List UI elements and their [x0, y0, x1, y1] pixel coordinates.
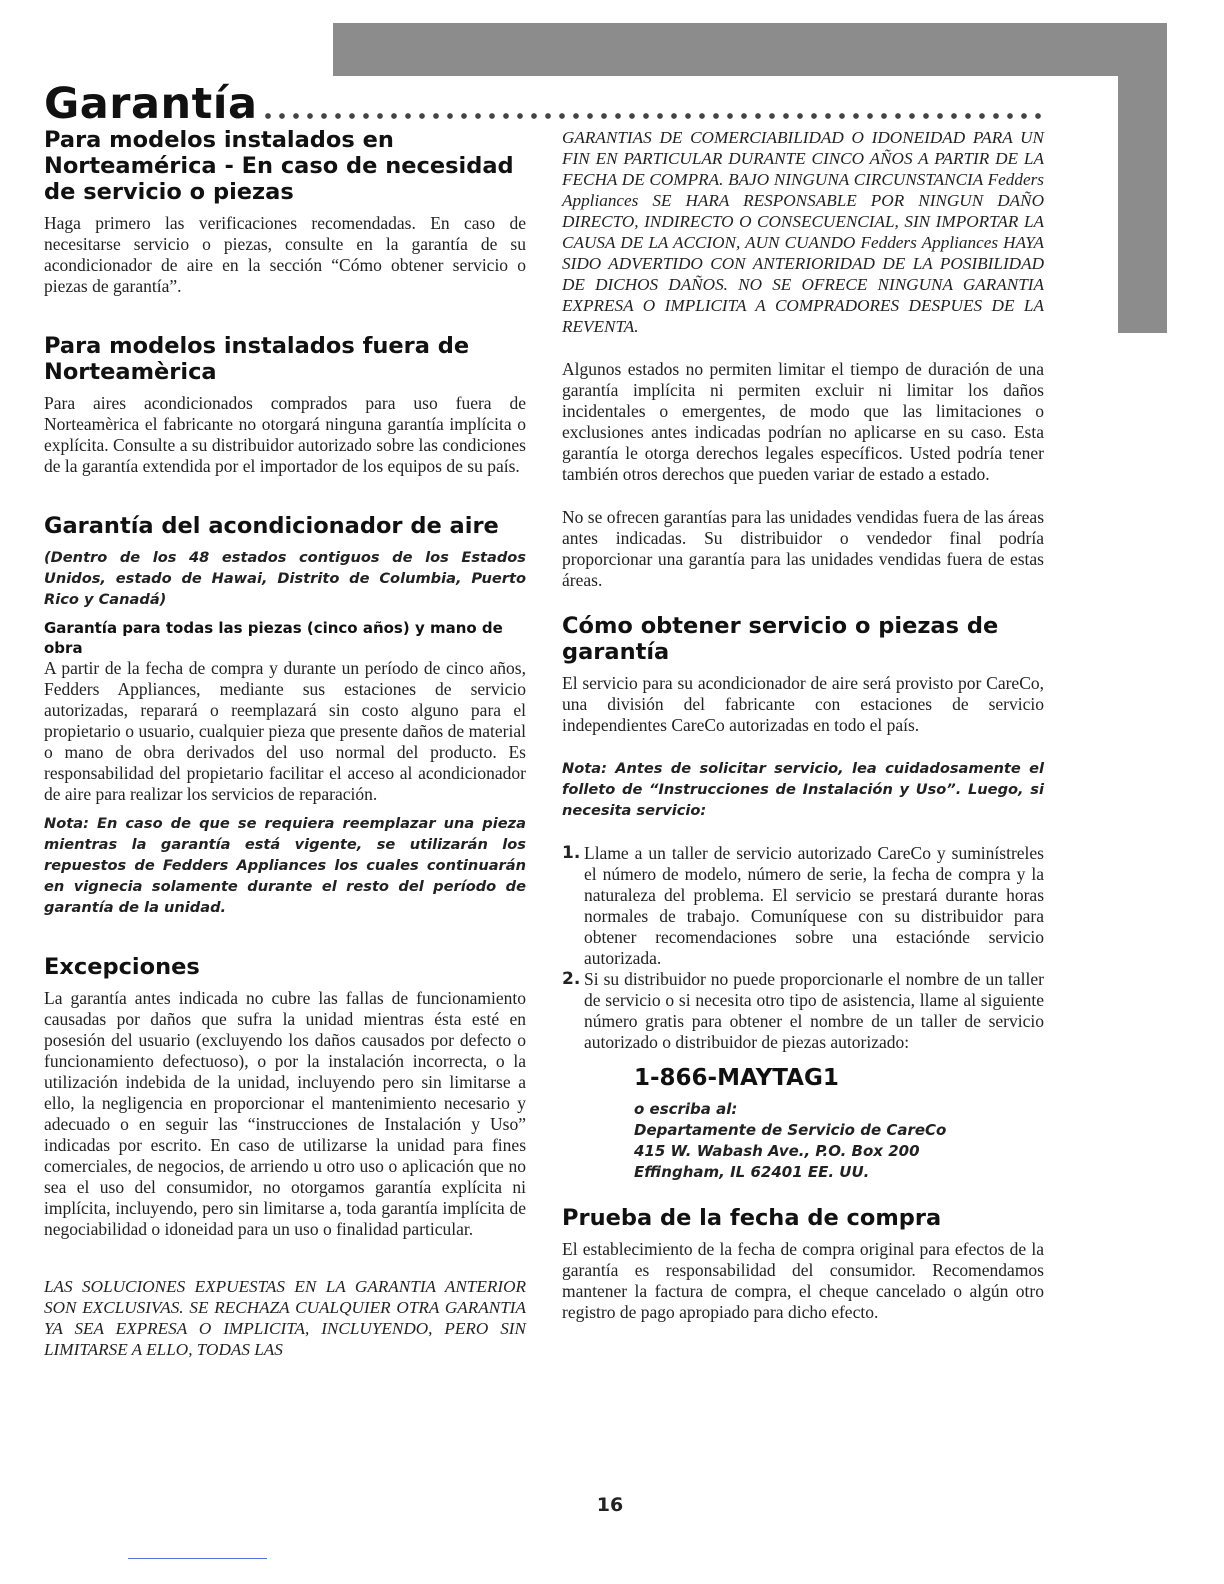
- step-text: Llame a un taller de servicio autorizado CareCo y suminístreles el número de modelo, número de serie, la fecha de compra y la naturaleza del problema. El servicio se prestará durante horas normales de trabajo. Comuníquese con su distribuidor para obtener recomendaciones sobre una estacióndе servicio autorizada.: [584, 843, 1044, 968]
- exclusive-remedies-text: LAS SOLUCIONES EXPUESTAS EN LA GARANTIA ANTERIOR SON EXCLUSIVAS. SE RECHAZA CUALQUIER OTRA GARANTIA YA SEA EXPRESA O IMPLICITA, INCLUYENDO, PERO SIN LIMITARSE A ELLO, TODAS LAS: [44, 1277, 526, 1359]
- mailing-address: [634, 1099, 1044, 1183]
- side-tab: [1118, 23, 1167, 333]
- section-title-ac-warranty: Garantía del acondicionador de aire: [44, 513, 499, 539]
- exceptions-body: La garantía antes indicada no cubre las fallas de funcionamiento causadas por daños que sufra la unidad mientras ésta esté en posesión del usuario (excluyendo los daños causados por defecto o funcionamiento defectuoso), o por la instalación incorrecta, o la utilización indebida de la unidad, incluyendo pero sin limitarse a ello, la negligencia en proporcionar el mantenimiento necesario y adecuado o en seguir las “instrucciones de Instalación y Uso” indicadas por escrito. En caso de utilizarse la unidad para fines comerciales, de negocios, de arriendo u otro uso o aplicación que no sea el uso del consumidor, no otorgamos garantía explícita ni implícita, incluyendo, pero sin limitarse a, toda garantía implícita de negociabilidad o idoneidad para un uso o finalidad particular.: [44, 988, 526, 1239]
- proof-of-purchase-body: El establecimiento de la fecha de compra original para efectos de la garantía es responsabilidad del consumidor. Recomendamos mantener la factura de compra, el cheque cancelado o algún otro registro de pago apropiado para dicho efecto.: [562, 1239, 1044, 1322]
- step-number: 2.: [562, 969, 581, 989]
- service-note: Nota: Antes de solicitar servicio, lea cuidadosamente el folleto de “Instrucciones de Instalación y Uso”. Luego, si necesita servicio:: [562, 760, 1044, 819]
- section-title-north-america: Para modelos instalados en Norteamérica - En caso de necesidad de servicio o piezas: [44, 127, 514, 205]
- section-body-north-america: Haga primero las verificaciones recomendadas. En caso de necesitarse servicio o piezas, consulte en la garantía de su acondicionador de aire en la sección “Cómo obtener servicio o piezas de garantía”.: [44, 213, 526, 296]
- disclaimer-continued: GARANTIAS DE COMERCIABILIDAD O IDONEIDAD PARA UN FIN EN PARTICULAR DURANTE CINCO AÑOS A PARTIR DE LA FECHA DE COMPRA. BAJO NINGUNA CIRCUNSTANCIA Fedders Appliances SE HARA RESPONSABLE POR NINGUN DAÑO DIRECTO, INDIRECTO O CONSECUENCIAL, SIN IMPORTAR LA CAUSA DE LA ACCION, AUN CUANDO Fedders Appliances HAYA SIDO ADVERTIDO CON ANTERIORIDAD DE LA POSIBILIDAD DE DICHOS DAÑOS. NO SE OFRECE NINGUNA GARANTIA EXPRESA O IMPLICITA A COMPRADORES DESPUES DE LA REVENTA.: [562, 128, 1044, 336]
- title-dot-leader: [261, 111, 1044, 121]
- service-steps-list: [562, 843, 1044, 1053]
- warranty-subheading: Garantía para todas las piezas (cinco años) y mano de obra: [44, 619, 503, 657]
- service-body: El servicio para su acondicionador de aire será provisto por CareCo, una división del fabricante con estaciones de servicio independientes CareCo autorizadas en todo el país.: [562, 673, 1044, 735]
- section-body-outside-north-america: Para aires acondicionados comprados para uso fuera de Norteamèrica el fabricante no otorgará ninguna garantía implícita o explícita. Consulte a su distribuidor autorizado sobre las condiciones de la garantía extendida por el importador de los equipos de su país.: [44, 393, 526, 476]
- address-intro: o escriba al:: [634, 1100, 738, 1118]
- step-number: 1.: [562, 843, 581, 863]
- step-text: Si su distribuidor no puede proporcionarle el nombre de un taller de servicio o si necesita otro tipo de asistencia, llame al siguiente número gratis para obtener el nombre de un taller de servicio autorizado o distribuidor de piezas autorizado:: [584, 969, 1044, 1052]
- state-rights-paragraph: Algunos estados no permiten limitar el tiempo de duración de una garantía implícita ni permiten excluir ni limitar los daños incidentales o emergentes, de modo que las limitaciones o exclusiones antes indicadas podrían no aplicarse en su caso. Esta garantía le otorga derechos legales específicos. Usted podría tener también otros derechos que pueden variar de estado a estado.: [562, 359, 1044, 484]
- title-row: [44, 66, 1044, 126]
- warranty-note: Nota: En caso de que se requiera reemplazar una pieza mientras la garantía está vigente, se utilizarán los repuestos de Fedders Appliances los cuales continuarán en vignecia solamente durante el resto del período de garantía de la unidad.: [44, 815, 526, 916]
- address-line-3: Effingham, IL 62401 EE. UU.: [634, 1163, 870, 1181]
- units-outside-areas-paragraph: No se ofrecen garantías para las unidades vendidas fuera de las áreas antes indicadas. Su distribuidor o vendedor final podría proporcionar una garantía para las unidades vendidas fuera de estas áreas.: [562, 507, 1044, 590]
- address-line-2: 415 W. Wabash Ave., P.O. Box 200: [634, 1142, 920, 1160]
- section-title-exceptions: Excepciones: [44, 954, 200, 980]
- section-title-outside-north-america: Para modelos instalados fuera de Norteamèrica: [44, 333, 470, 385]
- footer-rule: [128, 1558, 267, 1559]
- left-column: [44, 127, 526, 1360]
- service-step: [562, 843, 1044, 969]
- section-title-obtain-service: Cómo obtener servicio o piezas de garantía: [562, 613, 999, 665]
- section-title-proof-of-purchase: Prueba de la fecha de compra: [562, 1205, 942, 1231]
- phone-number: 1-866-MAYTAG1: [634, 1065, 839, 1091]
- address-line-1: Departamente de Servicio de CareCo: [634, 1121, 947, 1139]
- service-step: [562, 969, 1044, 1053]
- right-column: [562, 127, 1044, 1323]
- warranty-scope: (Dentro de los 48 estados contiguos de los Estados Unidos, estado de Hawai, Distrito de Columbia, Puerto Rico y Canadá): [44, 549, 526, 608]
- page-title: Garantía: [44, 79, 258, 126]
- page-number: 16: [596, 1494, 624, 1516]
- warranty-body: A partir de la fecha de compra y durante un período de cinco años, Fedders Appliances, mediante sus estaciones de servicio autorizadas, reparará o reemplazará sin costo alguno para el propietario o usuario, cualquier pieza que presente daños de material o mano de obra derivados del uso normal del producto. Es responsabilidad del propietario facilitar el acceso al acondicionador de aire para realizar los servicios de reparación.: [44, 658, 526, 804]
